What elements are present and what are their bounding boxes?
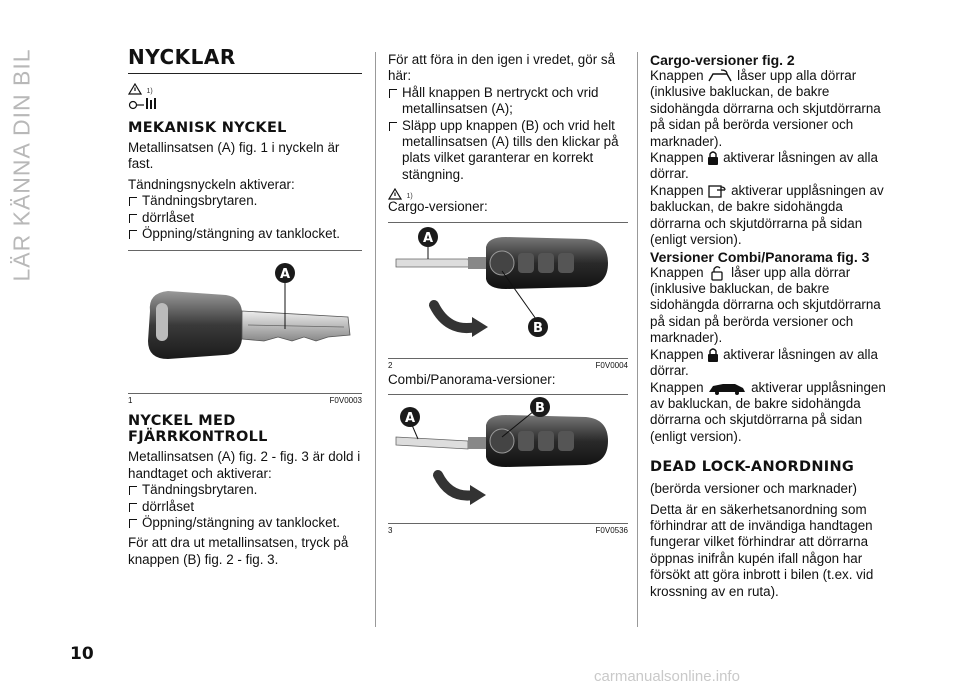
paragraph: Cargo-versioner:	[388, 199, 488, 215]
warning-icon	[388, 188, 402, 200]
warning-icon	[128, 83, 142, 95]
figure-2-remote-key	[388, 223, 628, 358]
heading-combi: Versioner Combi/Panorama fig. 3	[650, 248, 870, 265]
paragraph: (berörda versioner och marknader)	[650, 481, 857, 497]
paragraph: För att föra in den igen i vredet, gör så här:	[388, 52, 616, 84]
figure-caption: 1 F0V0003	[128, 396, 362, 406]
figure-3-remote-key	[388, 395, 628, 523]
paragraph: Combi/Panorama-versioner:	[388, 371, 556, 387]
heading-mekanisk: MEKANISK NYCKEL	[128, 120, 287, 136]
figure-1-key	[128, 251, 362, 393]
paragraph: Detta är en säkerhetsanordning som förhindrar att de invändiga handtagen fungerar vilket förhindrar att dörrarna öppnas inifrån kupén ifall någon har försökt att göra inbrott i bilen (t.ex. vid krossning av en ruta).	[650, 501, 874, 599]
column-divider	[375, 52, 376, 627]
remote-key-combi-illustration	[388, 395, 628, 523]
rear-door-unlock-icon	[707, 183, 727, 199]
callout-b: B	[535, 401, 545, 417]
paragraph: Knappen aktiverar låsningen av alla dörrar.	[650, 346, 878, 379]
list-item: Öppning/stängning av tanklocket.	[128, 226, 362, 242]
title-rule	[128, 73, 362, 74]
warning-note: 1)	[128, 80, 362, 94]
column-1	[128, 46, 362, 568]
list-item: dörrlåset	[128, 210, 362, 226]
key-lock-icon	[128, 96, 362, 112]
tailgate-unlock-icon	[707, 69, 733, 83]
lock-icon	[707, 150, 719, 166]
watermark: carmanualsonline.info	[594, 668, 740, 685]
page-number: 10	[70, 644, 94, 664]
paragraph: Knappen aktiverar låsningen av alla dörrar.	[650, 150, 878, 182]
heading-fjarrkontroll: NYCKEL MED FJÄRRKONTROLL	[128, 413, 268, 446]
figure-rule	[388, 523, 628, 524]
figure-rule	[128, 393, 362, 394]
section-title: NYCKLAR	[128, 45, 236, 69]
car-tailgate-icon	[707, 381, 747, 395]
column-2	[388, 52, 628, 535]
mechanical-key-illustration	[128, 251, 362, 393]
paragraph: För att dra ut metallinsatsen, tryck på knappen (B) fig. 2 - fig. 3.	[128, 535, 349, 567]
paragraph: Metallinsatsen (A) fig. 2 - fig. 3 är dold i handtaget och aktiverar:	[128, 449, 361, 481]
figure-caption: 3 F0V0536	[388, 526, 628, 536]
paragraph: Metallinsatsen (A) fig. 1 i nyckeln är fast.	[128, 140, 340, 172]
callout-a: A	[404, 411, 416, 427]
paragraph: Knappen låser upp alla dörrar (inklusive bakluckan, de bakre sidohängda dörrarna och skjutdörrarna på sidan på berörda versioner och marknader).	[650, 68, 881, 149]
callout-b: B	[533, 320, 543, 336]
unlock-icon	[707, 265, 727, 281]
list-item: Öppning/stängning av tanklocket.	[128, 515, 362, 531]
column-divider	[637, 52, 638, 627]
list-item: dörrlåset	[128, 499, 362, 515]
heading-cargo: Cargo-versioner fig. 2	[650, 52, 795, 68]
heading-dead-lock: DEAD LOCK-ANORDNING	[650, 459, 855, 476]
warning-note: 1)	[388, 185, 628, 199]
list-item: Tändningsbrytaren.	[128, 193, 362, 209]
figure-caption: 2 F0V0004	[388, 360, 628, 370]
column-3	[650, 52, 890, 600]
list-item: Tändningsbrytaren.	[128, 482, 362, 498]
paragraph: Knappen låser upp alla dörrar (inklusive bakluckan, de bakre sidohängda dörrarna och skjutdörrarna på sidan på berörda versioner och marknader).	[650, 264, 881, 346]
callout-a: A	[422, 230, 434, 246]
list-item: Håll knappen B nertryckt och vrid metallinsatsen (A);	[388, 85, 628, 118]
list-item: Släpp upp knappen (B) och vrid helt metallinsatsen (A) tills den klickar på plats vilket garanterar en korrekt stängning.	[388, 118, 628, 184]
remote-key-cargo-illustration	[388, 223, 628, 358]
side-chapter-title: LÄR KÄNNA DIN BIL	[8, 48, 35, 282]
callout-a: A	[279, 267, 291, 283]
lock-icon	[707, 347, 719, 363]
paragraph: Tändningsnyckeln aktiverar:	[128, 176, 295, 192]
paragraph: Knappen aktiverar upplåsningen av bakluckan, de bakre sidohängda dörrarna och skjutdörrarna på sidan (enligt version).	[650, 379, 886, 444]
paragraph: Knappen aktiverar upplåsningen av bakluckan, de bakre sidohängda dörrarna och skjutdörrarna på sidan (enligt version).	[650, 182, 884, 248]
